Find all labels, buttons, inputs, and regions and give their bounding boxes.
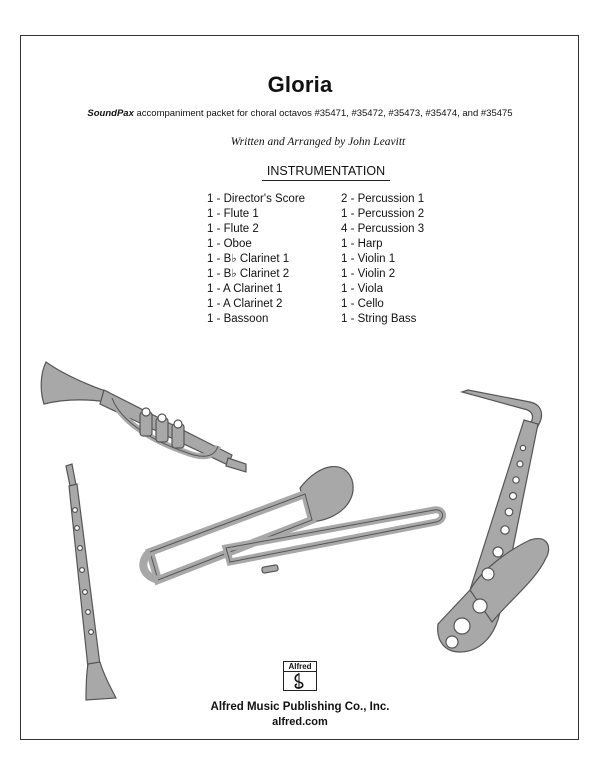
list-item: 1 - Oboe: [207, 238, 252, 250]
subtitle-text: accompaniment packet for choral octavos #35471, #35472, #35473, #35474, and #35475: [133, 108, 513, 119]
list-item: 1 - Flute 2: [207, 223, 259, 235]
list-item: 1 - Cello: [341, 298, 384, 310]
list-item: 1 - B♭ Clarinet 2: [207, 268, 290, 280]
publisher-name: Alfred Music Publishing Co., Inc.: [210, 701, 390, 713]
instrumentation-heading: INSTRUMENTATION: [266, 164, 386, 178]
list-item: 1 - Percussion 2: [341, 208, 425, 220]
list-item: 1 - Violin 1: [341, 253, 396, 265]
list-item: 1 - Flute 1: [207, 208, 259, 220]
publisher-logo: [283, 661, 317, 691]
treble-clef-icon: [284, 672, 315, 690]
list-item: 1 - String Bass: [341, 313, 417, 325]
subtitle-brand: SoundPax: [87, 108, 134, 119]
credit-line: Written and Arranged by John Leavitt: [230, 136, 406, 148]
list-item: 1 - B♭ Clarinet 1: [207, 253, 290, 265]
publisher-website: alfred.com: [272, 716, 328, 728]
clarinet-icon: [66, 464, 116, 700]
list-item: 1 - Harp: [341, 238, 383, 250]
list-item: 1 - Violin 2: [341, 268, 396, 280]
page-title: Gloria: [267, 72, 333, 97]
saxophone-icon: [438, 390, 549, 652]
list-item: 2 - Percussion 1: [341, 193, 425, 205]
list-item: 4 - Percussion 3: [341, 223, 425, 235]
trombone-icon: [143, 467, 442, 580]
list-item: 1 - A Clarinet 1: [207, 283, 283, 295]
list-item: 1 - Director's Score: [207, 193, 306, 205]
list-item: 1 - Bassoon: [207, 313, 269, 325]
trumpet-icon: [41, 362, 246, 472]
logo-text: Alfred: [284, 662, 316, 672]
list-item: 1 - Viola: [341, 283, 383, 295]
list-item: 1 - A Clarinet 2: [207, 298, 283, 310]
